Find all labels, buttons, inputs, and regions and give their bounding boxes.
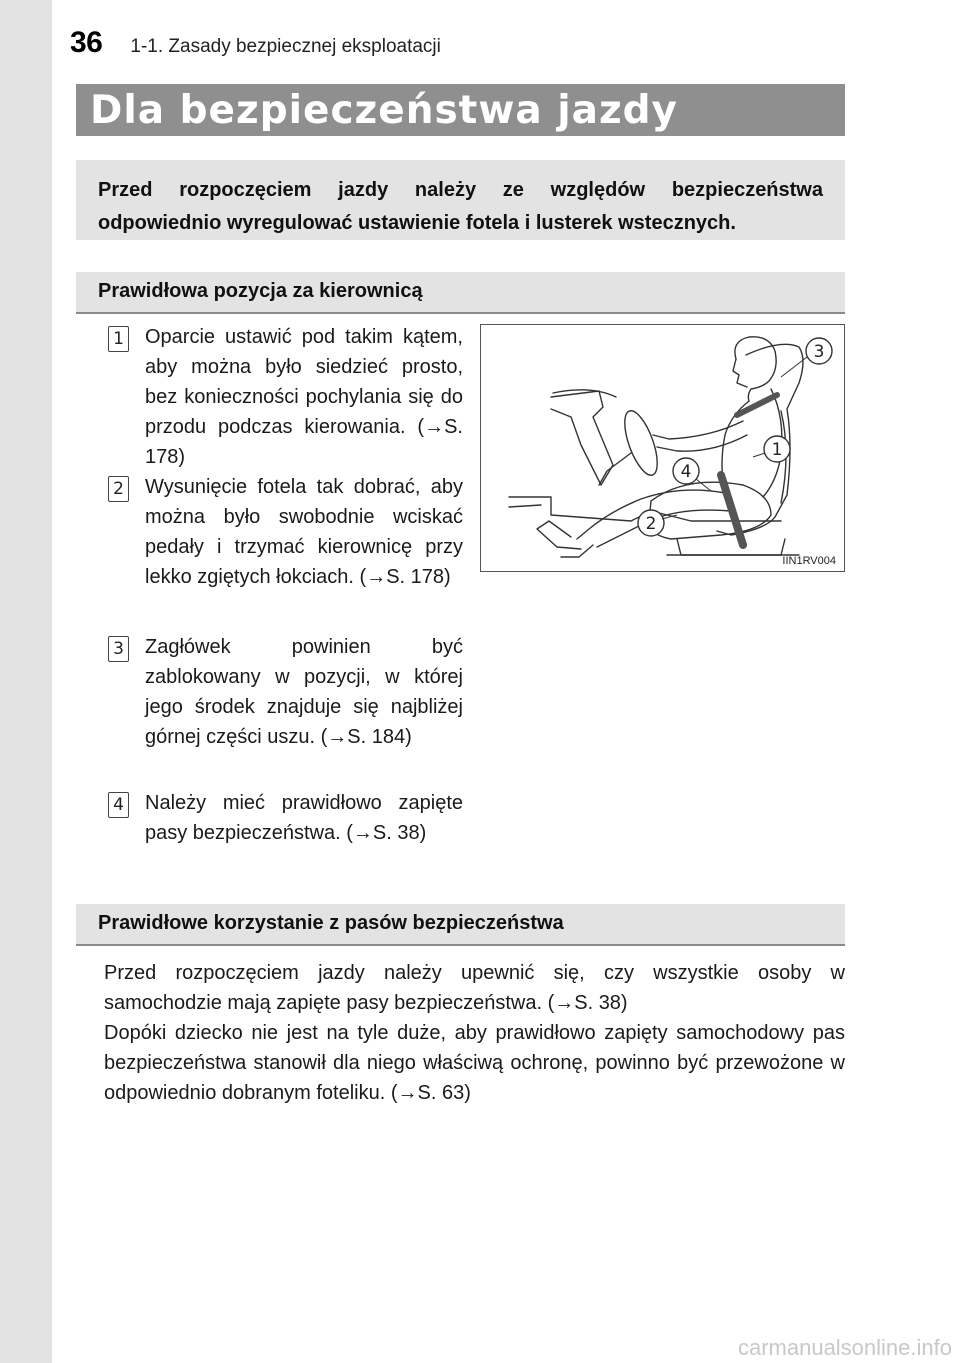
- subheading-text: Prawidłowe korzystanie z pasów bezpieczeństwa: [98, 912, 564, 934]
- callout-label: 3: [813, 342, 825, 362]
- intro-box: [76, 160, 845, 240]
- callout-label: 4: [680, 462, 692, 482]
- driving-position-illustration: [480, 324, 845, 572]
- list-item: [108, 472, 463, 592]
- item-text: Wysunięcie fotela tak dobrać, aby można było swobodnie wciskać pedały i trzymać kierownicę przy lekko zgiętych łokciach. (→S. 178): [145, 476, 463, 588]
- subheading-driving-position: [76, 272, 845, 314]
- item-number: 2: [108, 476, 129, 502]
- paragraph: Przed rozpoczęciem jazdy należy upewnić się, czy wszystkie osoby w samochodzie mają zapięte pasy bezpieczeństwa. (→S. 38): [104, 962, 845, 1014]
- callout-label: 1: [771, 440, 783, 460]
- item-number: 1: [108, 326, 129, 352]
- paragraph: Dopóki dziecko nie jest na tyle duże, aby prawidłowo zapięty samochodowy pas bezpieczeństwa stanowił dla niego właściwą ochronę, powinno być przewożone w odpowiednio dobranym foteliku. (→S. 63): [104, 1022, 845, 1104]
- item-text: Oparcie ustawić pod takim kątem, aby można było siedzieć prosto, bez konieczności pochylania się do przodu podczas kierowania. (→S. 178): [145, 326, 463, 468]
- title-bar: [76, 84, 845, 136]
- figure-code: IIN1RV004: [782, 555, 836, 567]
- page-number: 36: [70, 26, 103, 59]
- driver-seat-drawing: [481, 325, 844, 571]
- list-item: [108, 322, 463, 472]
- callout-label: 2: [645, 514, 657, 534]
- section-title: 1-1. Zasady bezpiecznej eksploatacji: [130, 36, 441, 57]
- item-number: 4: [108, 792, 129, 818]
- subheading-seat-belts: [76, 904, 845, 946]
- intro-text: Przed rozpoczęciem jazdy należy ze względów bezpieczeństwa odpowiednio wyregulować ustawienie fotela i lusterek wstecznych.: [98, 179, 823, 234]
- page-header: [70, 26, 441, 60]
- list-item: [108, 788, 463, 848]
- item-text: Należy mieć prawidłowo zapięte pasy bezpieczeństwa. (→S. 38): [145, 792, 463, 844]
- subheading-text: Prawidłowa pozycja za kierownicą: [98, 280, 423, 302]
- item-text: Zagłówek powinien być zablokowany w pozycji, w której jego środek znajduje się najbliżej górnej części uszu. (→S. 184): [145, 636, 463, 748]
- page-margin-strip: [0, 0, 52, 1363]
- item-number: 3: [108, 636, 129, 662]
- list-item: [108, 632, 463, 752]
- watermark: carmanualsonline.info: [737, 1335, 952, 1360]
- page-title: Dla bezpieczeństwa jazdy: [90, 88, 678, 133]
